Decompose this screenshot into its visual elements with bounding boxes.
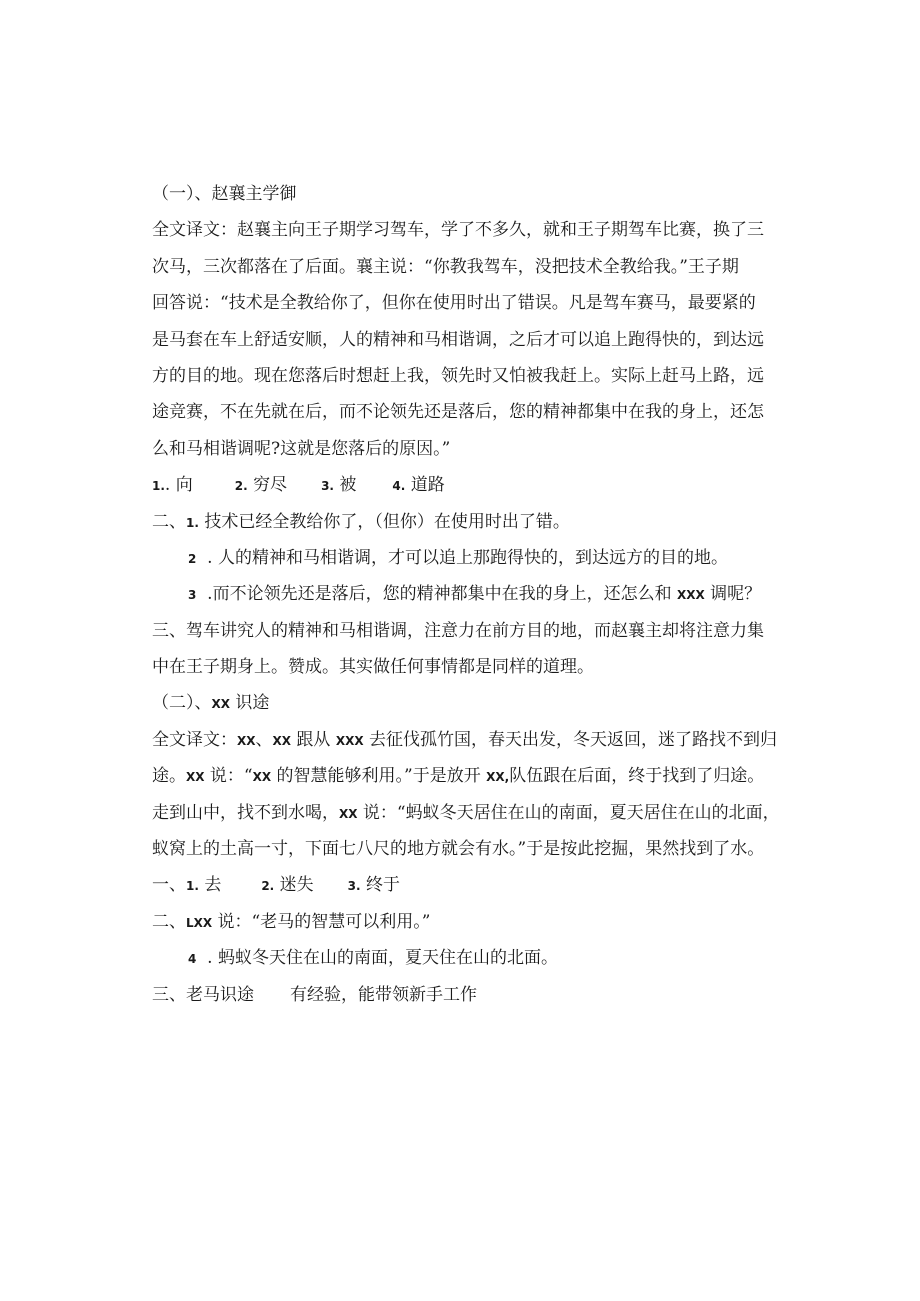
answer-text: . 人的精神和马相谐调，才可以追上那跑得快的，到达远方的目的地。 [207, 547, 728, 568]
answer-text: 调呢？ [704, 584, 762, 605]
text: 全文译文： [152, 729, 237, 750]
s2-answers-q1 [152, 867, 792, 903]
answer-text: 技术已经全教给你了，（但你）在使用时出了错。 [204, 511, 570, 532]
placeholder: XX [339, 806, 358, 821]
question-prefix: 二、 [152, 511, 186, 532]
answer-text: 有经验，能带领新手工作 [290, 984, 477, 1005]
text: 的智慧能够利用。”于是放开 [271, 766, 487, 787]
s1-translation-line-4: 是马套在车上舒适安顺，人的精神和马相谐调，之后才可以追上跑得快的，到达远 [152, 329, 764, 350]
s2-answers-q2-4 [152, 940, 792, 976]
s2-translation-line-4: 蚁窝上的土高一寸，下面七八尺的地方就会有水。”于是按此挖掘，果然找到了水。 [152, 839, 765, 860]
answer-text: 三、老马识途 [152, 984, 254, 1005]
section-1-title: （一）、赵襄主学御 [152, 184, 297, 204]
placeholder: XXX [335, 733, 364, 748]
section-2-title [152, 685, 792, 721]
title-placeholder: XX [211, 697, 231, 712]
answer-number: 3 [188, 588, 197, 603]
s1-answers-q2-3 [152, 576, 792, 612]
answer-text: . 蚂蚁冬天住在山的南面，夏天住在山的北面。 [207, 948, 558, 969]
text: 跟从 [291, 729, 336, 750]
answer-text: .而不论领先还是落后，您的精神都集中在我的身上，还怎么和 [207, 584, 677, 605]
s1-translation-line-5: 方的目的地。现在您落后时想赶上我，领先时又怕被我赶上。实际上赶马上路，远 [152, 365, 764, 386]
answer-text: 穷尽 [253, 475, 288, 496]
answer-number: 2 [188, 551, 197, 566]
answer-number: 3. [321, 479, 334, 494]
text: 说：“蚂蚁冬天居住在山的南面，夏天居住在山的北面， [357, 802, 780, 823]
s1-answers-q2-2 [152, 540, 792, 576]
s2-answers-q3 [152, 977, 792, 1013]
placeholder: XX, [486, 770, 510, 785]
answer-text: 去 [204, 875, 222, 896]
question-prefix: 一、 [152, 875, 186, 896]
answer-text: 道路 [410, 475, 445, 496]
text: 队伍跟在后面，终于找到了归途。 [509, 766, 765, 787]
s1-answers-q3-line-1: 三、驾车讲究人的精神和马相谐调，注意力在前方目的地，而赵襄主却将注意力集 [152, 620, 764, 641]
title-part: （二）、 [152, 693, 212, 714]
s1-translation-line-7: 么和马相谐调呢?这就是您落后的原因。” [152, 438, 451, 459]
s1-answers-q1 [152, 467, 792, 503]
text: 、 [255, 729, 273, 750]
document-content [152, 176, 792, 1013]
answer-text: . 向 [164, 475, 193, 496]
answer-number: 3. [347, 879, 361, 894]
answer-number: 4 [188, 952, 197, 967]
placeholder: XX [186, 770, 205, 785]
text: 走到山中，找不到水喝， [152, 802, 339, 823]
placeholder: XX [252, 770, 272, 785]
s1-translation-line-6: 途竞赛，不在先就在后，而不论领先还是落后，您的精神都集中在我的身上，还怎 [152, 402, 764, 423]
text: 说：“ [204, 766, 253, 787]
s2-translation-line-2 [152, 758, 792, 794]
answer-text: 说：“老马的智慧可以利用。” [212, 911, 431, 932]
text: 去征伐孤竹国，春天出发，冬天返回，迷了路找不到归 [363, 729, 778, 750]
s1-answers-q2-1 [152, 504, 792, 540]
placeholder: XX [272, 733, 292, 748]
placeholder: LXX [186, 915, 213, 930]
answer-number: 2. [234, 479, 248, 494]
title-part: 识途 [230, 693, 270, 714]
answer-text: 被 [339, 475, 357, 496]
answer-placeholder: XXX [676, 588, 705, 603]
question-prefix: 二、 [152, 911, 186, 932]
s1-answers-q3-line-2: 中在王子期身上。赞成。其实做任何事情都是同样的道理。 [152, 657, 594, 678]
s2-answers-q2 [152, 904, 792, 940]
text: 途。 [152, 766, 186, 787]
answer-number: 1. [186, 879, 199, 894]
s2-translation-line-3 [152, 795, 792, 831]
s1-translation-line-3: 回答说：“技术是全教给你了，但你在使用时出了错误。凡是驾车赛马，最要紧的 [152, 293, 756, 314]
answer-text: 终于 [365, 875, 400, 896]
answer-number: 1. [152, 479, 165, 494]
placeholder: XX [237, 733, 256, 748]
s2-translation-line-1 [152, 722, 792, 758]
s1-translation-line-1: 全文译文：赵襄主向王子期学习驾车，学了不多久，就和王子期驾车比赛，换了三 [152, 220, 764, 241]
answer-number: 1. [186, 515, 199, 530]
answer-number: 2. [261, 879, 275, 894]
s1-translation-line-2: 次马，三次都落在了后面。襄主说：“你教我驾车，没把技术全教给我。”王子期 [152, 256, 739, 277]
answer-text: 迷失 [279, 875, 314, 896]
answer-number: 4. [392, 479, 406, 494]
